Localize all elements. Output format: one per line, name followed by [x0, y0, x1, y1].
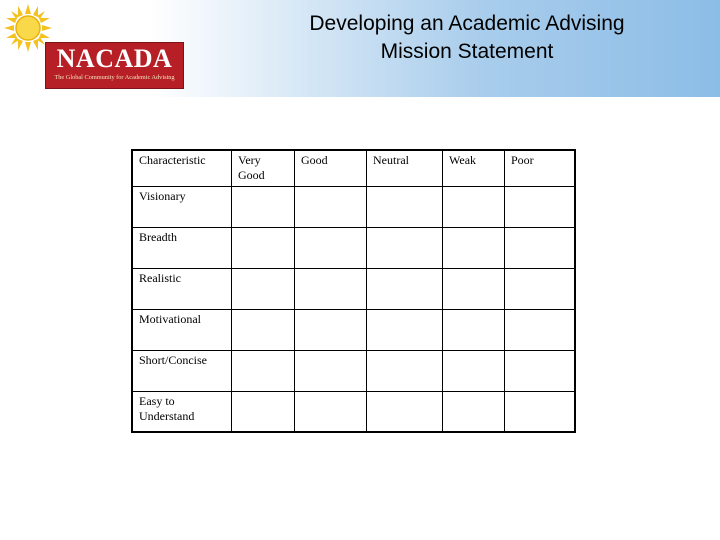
logo-tagline: The Global Community for Academic Advising — [54, 74, 175, 81]
table-row — [132, 186, 575, 227]
table-row — [132, 350, 575, 391]
nacada-logo — [45, 42, 184, 89]
rating-cell[interactable] — [367, 227, 443, 268]
table-row — [132, 227, 575, 268]
rating-cell[interactable] — [232, 350, 295, 391]
column-header-good: Good — [295, 150, 367, 186]
rating-cell[interactable] — [505, 350, 576, 391]
rating-cell[interactable] — [232, 227, 295, 268]
rating-cell[interactable] — [367, 350, 443, 391]
rating-cell[interactable] — [505, 186, 576, 227]
rating-cell[interactable] — [505, 268, 576, 309]
rating-cell[interactable] — [443, 391, 505, 432]
rating-cell[interactable] — [443, 350, 505, 391]
table-row — [132, 391, 575, 432]
rating-cell[interactable] — [505, 227, 576, 268]
rating-cell[interactable] — [443, 268, 505, 309]
rating-table — [131, 149, 576, 433]
rating-cell[interactable] — [367, 309, 443, 350]
rating-cell[interactable] — [443, 227, 505, 268]
column-header-poor: Poor — [505, 150, 576, 186]
slide-title-line-2: Mission Statement — [380, 40, 554, 63]
slide-title — [262, 10, 672, 66]
rating-cell[interactable] — [505, 309, 576, 350]
rating-cell[interactable] — [505, 391, 576, 432]
rating-cell[interactable] — [295, 350, 367, 391]
rating-cell[interactable] — [232, 391, 295, 432]
column-header-weak: Weak — [443, 150, 505, 186]
rating-cell[interactable] — [295, 186, 367, 227]
rating-cell[interactable] — [367, 186, 443, 227]
rating-cell[interactable] — [443, 186, 505, 227]
column-header-characteristic: Characteristic — [132, 150, 232, 186]
row-label-breadth: Breadth — [132, 227, 232, 268]
rating-cell[interactable] — [295, 227, 367, 268]
rating-cell[interactable] — [295, 268, 367, 309]
rating-cell[interactable] — [295, 391, 367, 432]
slide-title-line-1: Developing an Academic Advising — [309, 12, 625, 35]
rating-cell[interactable] — [232, 268, 295, 309]
row-label-realistic: Realistic — [132, 268, 232, 309]
row-label-easy-to-understand: Easy to Understand — [132, 391, 232, 432]
rating-cell[interactable] — [367, 391, 443, 432]
slide-header — [0, 0, 720, 97]
rating-cell[interactable] — [443, 309, 505, 350]
table-row — [132, 268, 575, 309]
rating-cell[interactable] — [295, 309, 367, 350]
row-label-visionary: Visionary — [132, 186, 232, 227]
column-header-neutral: Neutral — [367, 150, 443, 186]
column-header-very-good: Very Good — [232, 150, 295, 186]
row-label-short-concise: Short/Concise — [132, 350, 232, 391]
rating-cell[interactable] — [232, 309, 295, 350]
table-row — [132, 309, 575, 350]
table-header-row — [132, 150, 575, 186]
row-label-motivational: Motivational — [132, 309, 232, 350]
rating-cell[interactable] — [232, 186, 295, 227]
logo-title: NACADA — [56, 44, 173, 73]
rating-cell[interactable] — [367, 268, 443, 309]
